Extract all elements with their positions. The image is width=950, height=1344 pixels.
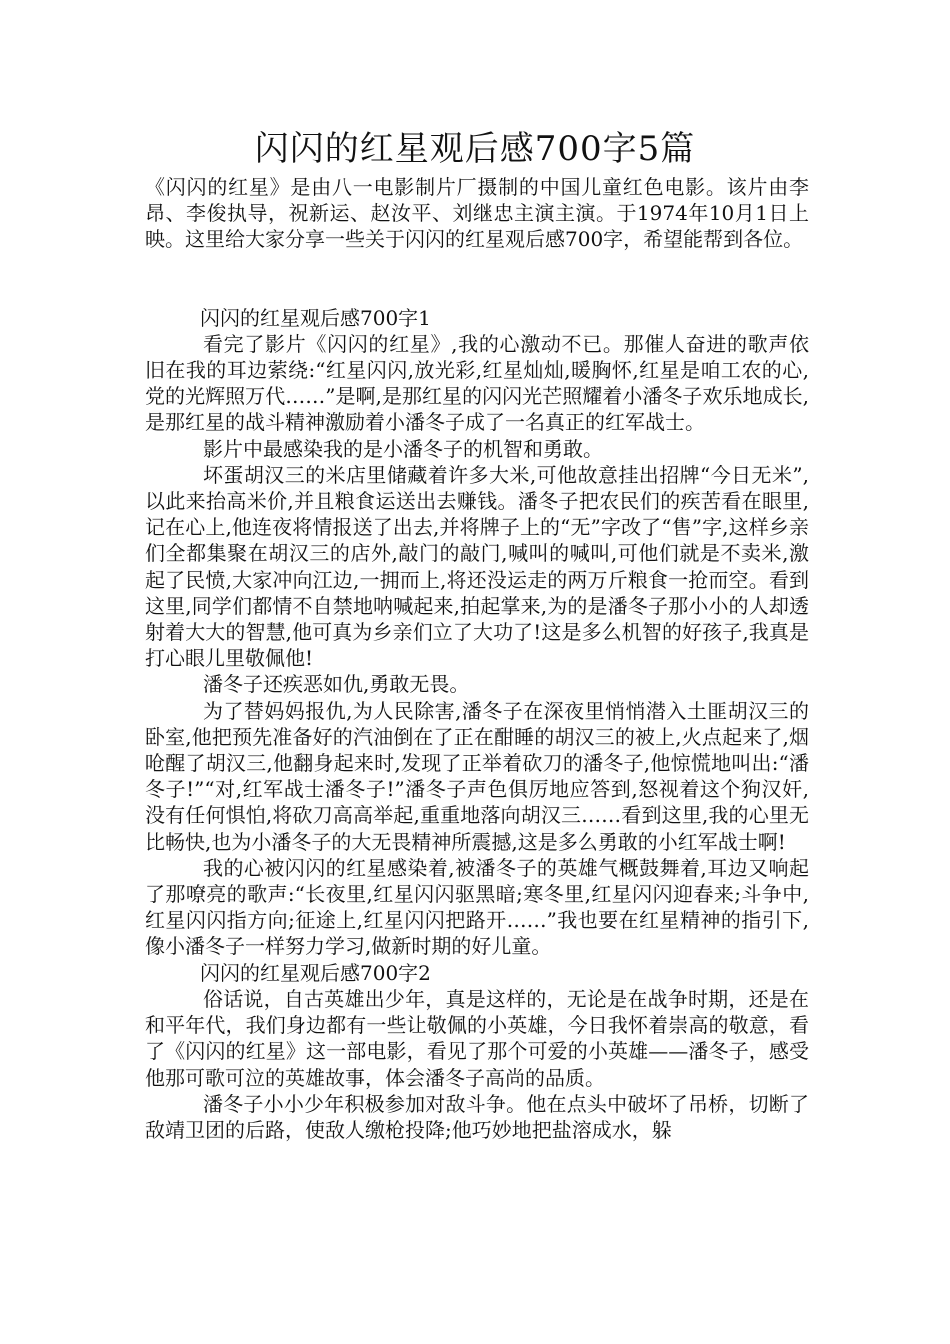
section-1-paragraph-5: 为了替妈妈报仇,为人民除害,潘冬子在深夜里悄悄潜入土匪胡汉三的卧室,他把预先准备好的汽油倒在了正在酣睡的胡汉三的被上,火点起来了,烟呛醒了胡汉三,他翻身起来时,发现了正举着砍刀的潘冬子,他惊慌地叫出:“潘冬子!”“对,红军战士潘冬子!”潘冬子声色俱厉地应答到,怒视着这个狗汉奸,没有任何惧怕,将砍刀高高举起,重重地落向胡汉三……看到这里,我的心里无比畅快,也为小潘冬子的大无畏精神所震撼,这是多么勇敢的小红军战士啊! <box>145 698 809 854</box>
blank-line <box>145 253 809 305</box>
intro-paragraph: 《闪闪的红星》是由八一电影制片厂摄制的中国儿童红色电影。该片由李昂、李俊执导，祝新运、赵汝平、刘继忠主演主演。于1974年10月1日上映。这里给大家分享一些关于闪闪的红星观后感700字，希望能帮到各位。 <box>145 175 809 252</box>
document-body <box>145 174 809 1143</box>
section-1-paragraph-2: 影片中最感染我的是小潘冬子的机智和勇敢。 <box>203 436 603 461</box>
section-1-paragraph-1: 看完了影片《闪闪的红星》,我的心激动不已。那催人奋进的歌声依旧在我的耳边萦绕:“红星闪闪,放光彩,红星灿灿,暖胸怀,红星是咱工农的心,党的光辉照万代……”是啊,是那红星的闪闪光芒照耀着小潘冬子欢乐地成长,是那红星的战斗精神激励着小潘冬子成了一名真正的红军战士。 <box>145 331 809 435</box>
section-2-paragraph-2: 潘冬子小小少年积极参加对敌斗争。他在点头中破坏了吊桥，切断了敌靖卫团的后路，使敌人缴枪投降;他巧妙地把盐溶成水，躲 <box>145 1091 809 1142</box>
section-heading-2: 闪闪的红星观后感700字2 <box>200 960 431 985</box>
document-title: 闪闪的红星观后感700字5篇 <box>254 129 696 169</box>
section-1-paragraph-3: 坏蛋胡汉三的米店里储藏着许多大米,可他故意挂出招牌“今日无米”,以此来抬高米价,并且粮食运送出去赚钱。潘冬子把农民们的疾苦看在眼里,记在心上,他连夜将情报送了出去,并将牌子上的“无”字改了“售”字,这样乡亲们全都集聚在胡汉三的店外,敲门的敲门,喊叫的喊叫,可他们就是不卖米,激起了民愤,大家冲向江边,一拥而上,将还没运走的两万斤粮食一抢而空。看到这里,同学们都情不自禁地呐喊起来,拍起掌来,为的是潘冬子那小小的人却透射着大大的智慧,他可真为乡亲们立了大功了!这是多么机智的好孩子,我真是打心眼儿里敬佩他! <box>145 462 809 671</box>
section-heading-1: 闪闪的红星观后感700字1 <box>200 305 431 330</box>
section-1-paragraph-6: 我的心被闪闪的红星感染着,被潘冬子的英雄气概鼓舞着,耳边又响起了那嘹亮的歌声:“长夜里,红星闪闪驱黑暗;寒冬里,红星闪闪迎春来;斗争中,红星闪闪指方向;征途上,红星闪闪把路开……”我也要在红星精神的指引下,像小潘冬子一样努力学习,做新时期的好儿童。 <box>145 855 809 959</box>
section-1-paragraph-4: 潘冬子还疾恶如仇,勇敢无畏。 <box>203 672 470 697</box>
section-2-paragraph-1: 俗话说，自古英雄出少年，真是这样的，无论是在战争时期，还是在和平年代，我们身边都有一些让敬佩的小英雄，今日我怀着崇高的敬意，看了《闪闪的红星》这一部电影，看见了那个可爱的小英雄——潘冬子，感受他那可歌可泣的英雄故事，体会潘冬子高尚的品质。 <box>145 986 809 1090</box>
